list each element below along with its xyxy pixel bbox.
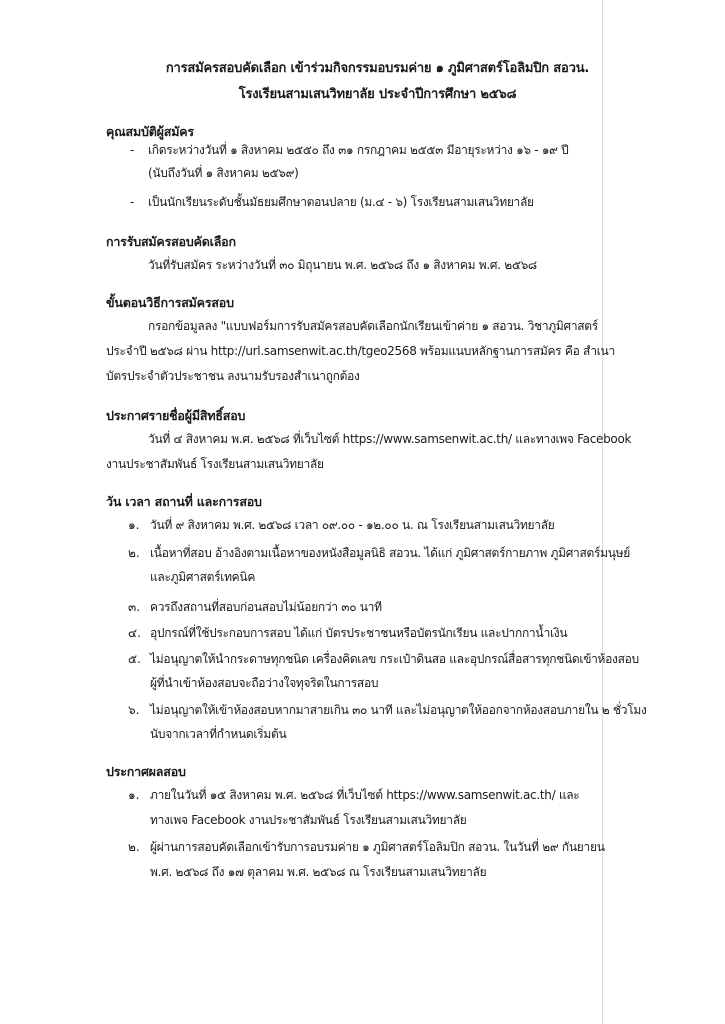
exam-item-6-line1: ไม่อนุญาตให้เข้าห้องสอบหากมาสายเกิน ๓๐ นาที และไม่อนุญาตให้ออกจากห้องสอบภายใน ๒ ชั่วโมง bbox=[150, 703, 647, 717]
announcement-line2: งานประชาสัมพันธ์ โรงเรียนสามเสนวิทยาลัย bbox=[106, 457, 324, 471]
application-heading: การรับสมัครสอบคัดเลือก bbox=[106, 234, 236, 249]
results-item-1-line1: ภายในวันที่ ๑๕ สิงหาคม พ.ศ. ๒๕๖๘ ที่เว็บไซต์ https://www.samsenwit.ac.th/ และ bbox=[150, 788, 580, 802]
scan-edge-line bbox=[602, 0, 603, 1024]
procedure-line3: บัตรประจำตัวประชาชน ลงนามรับรองสำเนาถูกต้อง bbox=[106, 369, 360, 383]
procedure-line1: กรอกข้อมูลลง "แบบฟอร์มการรับสมัครสอบคัดเลือกนักเรียนเข้าค่าย ๑ สอวน. วิชาภูมิศาสตร์ bbox=[148, 319, 598, 333]
exam-item-number: ๓. bbox=[128, 600, 141, 614]
bullet-marker: - bbox=[130, 143, 135, 157]
results-item-number: ๑. bbox=[128, 788, 140, 802]
bullet-marker: - bbox=[130, 195, 135, 209]
results-item-2-line1: ผู้ผ่านการสอบคัดเลือกเข้ารับการอบรมค่าย ๑ ภูมิศาสตร์โอลิมปิก สอวน. ในวันที่ ๒๙ กันยายน bbox=[150, 840, 605, 854]
results-heading: ประกาศผลสอบ bbox=[106, 764, 186, 779]
application-period-text: วันที่รับสมัคร ระหว่างวันที่ ๓๐ มิถุนายน พ.ศ. ๒๕๖๘ ถึง ๑ สิงหาคม พ.ศ. ๒๕๖๘ bbox=[148, 258, 537, 272]
exam-item-1: วันที่ ๙ สิงหาคม พ.ศ. ๒๕๖๘ เวลา ๐๙.๐๐ - ๑๒.๐๐ น. ณ โรงเรียนสามเสนวิทยาลัย bbox=[150, 518, 555, 532]
exam-item-number: ๖. bbox=[128, 703, 140, 717]
exam-item-5-line1: ไม่อนุญาตให้นำกระดาษทุกชนิด เครื่องคิดเลข กระเป๋าดินสอ และอุปกรณ์สื่อสารทุกชนิดเข้าห้องสอบ bbox=[150, 652, 639, 666]
exam-item-number: ๒. bbox=[128, 546, 140, 560]
results-item-number: ๒. bbox=[128, 840, 140, 854]
exam-item-number: ๕. bbox=[128, 652, 141, 666]
results-item-2-line2: พ.ศ. ๒๕๖๘ ถึง ๑๗ ตุลาคม พ.ศ. ๒๕๖๘ ณ โรงเรียนสามเสนวิทยาลัย bbox=[150, 865, 487, 879]
exam-item-number: ๔. bbox=[128, 626, 141, 640]
exam-item-number: ๑. bbox=[128, 518, 140, 532]
exam-item-2-line2: และภูมิศาสตร์เทคนิค bbox=[150, 570, 256, 584]
qualifications-heading: คุณสมบัติผู้สมัคร bbox=[106, 124, 194, 139]
qualification-item-1-line2: (นับถึงวันที่ ๑ สิงหาคม ๒๕๖๙) bbox=[148, 166, 299, 180]
exam-heading: วัน เวลา สถานที่ และการสอบ bbox=[106, 494, 262, 509]
exam-item-6-line2: นับจากเวลาที่กำหนดเริ่มต้น bbox=[150, 727, 287, 741]
announcement-line1: วันที่ ๔ สิงหาคม พ.ศ. ๒๕๖๘ ที่เว็บไซต์ https://www.samsenwit.ac.th/ และทางเพจ Facebook bbox=[148, 432, 632, 446]
qualification-item-2: เป็นนักเรียนระดับชั้นมัธยมศึกษาตอนปลาย (ม.๔ - ๖) โรงเรียนสามเสนวิทยาลัย bbox=[148, 195, 534, 209]
exam-item-2-line1: เนื้อหาที่สอบ อ้างอิงตามเนื้อหาของหนังสือมูลนิธิ สอวน. ได้แก่ ภูมิศาสตร์กายภาพ ภูมิศาสตร์มนุษย์ bbox=[150, 546, 630, 560]
exam-item-5-line2: ผู้ที่นำเข้าห้องสอบจะถือว่างใจทุจริตในการสอบ bbox=[150, 676, 379, 690]
procedure-heading: ขั้นตอนวิธีการสมัครสอบ bbox=[106, 295, 234, 310]
document-title-line1: การสมัครสอบคัดเลือก เข้าร่วมกิจกรรมอบรมค่าย ๑ ภูมิศาสตร์โอลิมปิก สอวน. bbox=[165, 61, 590, 76]
document-title-line2: โรงเรียนสามเสนวิทยาลัย ประจำปีการศึกษา ๒๕๖๘ bbox=[238, 87, 517, 102]
exam-item-3: ควรถึงสถานที่สอบก่อนสอบไม่น้อยกว่า ๓๐ นาที bbox=[150, 600, 382, 614]
results-item-1-line2: ทางเพจ Facebook งานประชาสัมพันธ์ โรงเรียนสามเสนวิทยาลัย bbox=[150, 813, 467, 827]
qualification-item-1-line1: เกิดระหว่างวันที่ ๑ สิงหาคม ๒๕๕๐ ถึง ๓๑ กรกฎาคม ๒๕๕๓ มีอายุระหว่าง ๑๖ - ๑๙ ปี bbox=[148, 143, 569, 157]
procedure-line2: ประจำปี ๒๕๖๘ ผ่าน http://url.samsenwit.ac.th/tgeo2568 พร้อมแนบหลักฐานการสมัคร คือ สำเนา bbox=[106, 344, 615, 358]
announcement-heading: ประกาศรายชื่อผู้มีสิทธิ์สอบ bbox=[106, 408, 246, 423]
exam-item-4: อุปกรณ์ที่ใช้ประกอบการสอบ ได้แก่ บัตรประชาชนหรือบัตรนักเรียน และปากกาน้ำเงิน bbox=[150, 626, 568, 640]
